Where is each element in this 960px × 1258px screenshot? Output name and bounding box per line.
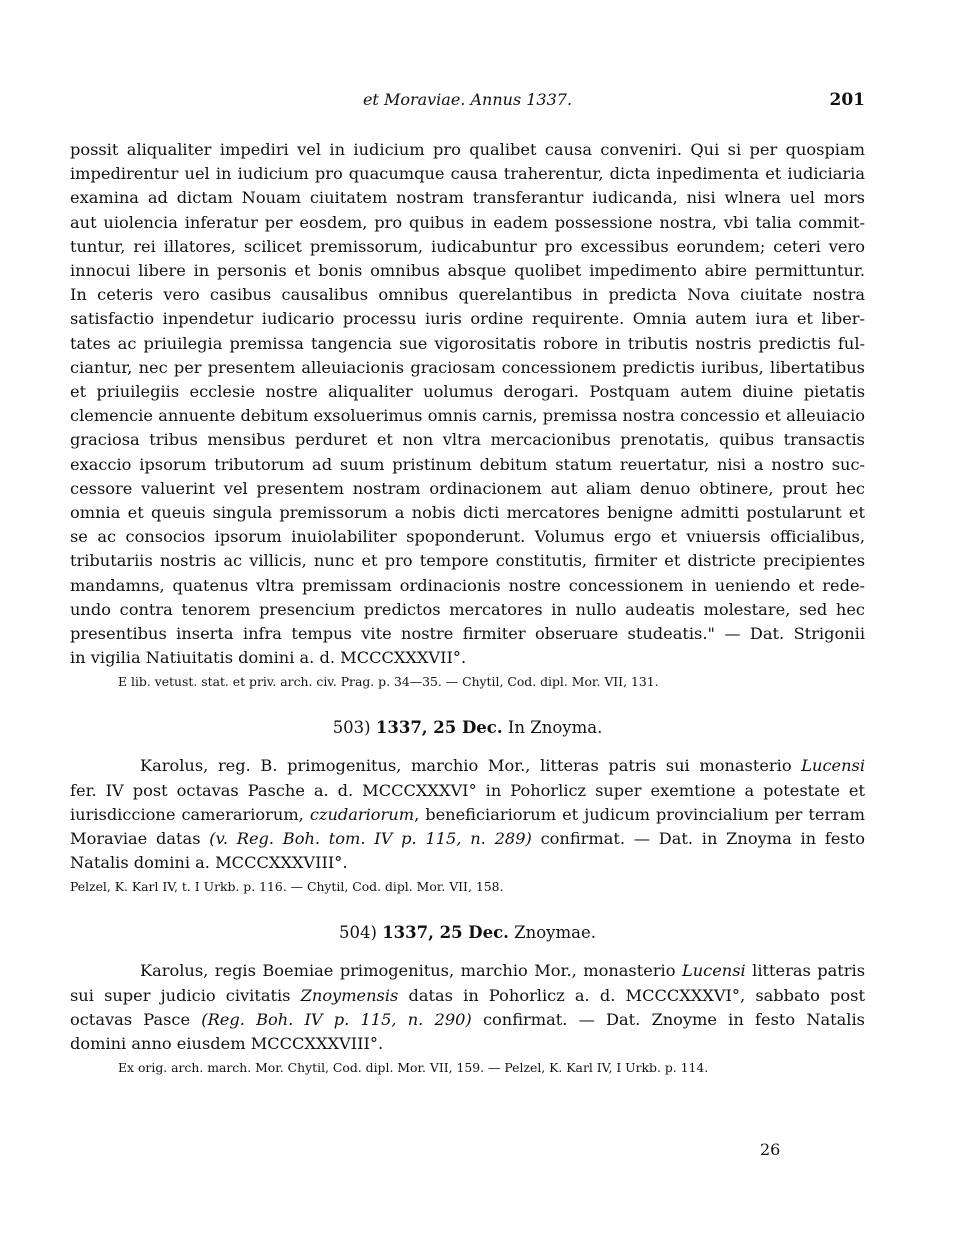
running-title: et Moraviae. Annus 1337. [362, 90, 573, 109]
text-line: tributariis nostris ac villicis, nunc et pro tempore constitutis, firmiter et districte precipientes [70, 551, 865, 571]
text-line: tuntur, rei illatores, scilicet premissorum, iudicabuntur pro excessibus eorundem; ceteri vero [70, 236, 865, 256]
text-line: Natalis domini a. MCCCXXXVIII°. [70, 853, 348, 873]
text-line: innocui libere in personis et bonis omnibus absque quolibet impedimento abire permittuntur. [70, 261, 865, 281]
text-line: graciosa tribus mensibus perduret et non vltra mercacionibus prenotatis, quibus transactis [70, 430, 865, 450]
text-line: In ceteris vero casibus causalibus omnibus querelantibus in predicta Nova ciuitate nostra [70, 285, 865, 305]
text-line: se ac consocios ipsorum inuiolabiliter spoponderunt. Volumus ergo et vniuersis officialibus, [70, 527, 865, 547]
text-line: sui super judicio civitatis Znoymensis datas in Pohorlicz a. d. MCCCXXXVI°, sabbato post [70, 985, 865, 1005]
document-place: In Znoyma. [507, 718, 603, 738]
text-line: presentibus inserta infra tempus vite nostre firmiter obseruare studeatis." — Dat. Strigonii [70, 624, 865, 644]
document-504 [70, 921, 865, 1078]
text-line: examina ad dictam Nouam ciuitatem nostram transferantur iudicanda, nisi wlnera uel mors [70, 188, 865, 208]
document-heading [70, 716, 865, 740]
document-date: 1337, 25 Dec. [375, 718, 503, 738]
text-line: exaccio ipsorum tributorum ad suum pristinum debitum statum reuertatur, nisi a nostro suc- [70, 454, 865, 474]
text-line: possit aliqualiter impediri vel in iudicium pro qualibet causa conveniri. Qui si per quospiam [70, 140, 865, 159]
text-line: iurisdiccione camerariorum, czudariorum, beneficiariorum et judicum provincialium per terram [70, 804, 865, 824]
body-text [70, 138, 865, 1078]
document-503 [70, 716, 865, 897]
folio-number: 26 [760, 1140, 781, 1159]
document-heading [70, 921, 865, 945]
page-number: 201 [829, 90, 865, 110]
regest-text [70, 754, 865, 875]
text-line: aut uiolencia inferatur per eosdem, pro quibus in eadem possessione nostra, vbi talia commit- [70, 212, 865, 232]
text-line: domini anno eiusdem MCCCXXXVIII°. [70, 1034, 384, 1054]
text-line: et priuilegiis ecclesie nostre aliqualiter uolumus derogari. Postquam autem diuine pietatis [70, 382, 865, 402]
text-line: clemencie annuente debitum exsoluerimus omnis carnis, premissa nostra concessio et alleuiacio [70, 406, 865, 426]
source-citation: E lib. vetust. stat. et priv. arch. civ. Prag. p. 34—35. — Chytil, Cod. dipl. Mor. VII, 131. [118, 674, 659, 690]
text-line: impedirentur uel in iudicium pro quacumque causa traherentur, dicta inpedimenta et iudiciaria [70, 164, 865, 184]
document-502-continuation [70, 138, 865, 692]
text-line: Karolus, reg. B. primogenitus, marchio Mor., litteras patris sui monasterio Lucensi [140, 756, 865, 776]
text-line: cessore valuerint vel presentem nostram ordinacionem aut aliam denuo obtinere, prout hec [70, 478, 865, 498]
text-line: in vigilia Natiuitatis domini a. d. MCCCXXXVII°. [70, 648, 467, 668]
regest-text [70, 959, 865, 1056]
document-number: 503) [332, 718, 371, 738]
document-place: Znoymae. [514, 923, 596, 943]
text-line: fer. IV post octavas Pasche a. d. MCCCXXXVI° in Pohorlicz super exemtione a potestate et [70, 780, 865, 800]
source-citation: Ex orig. arch. march. Mor. Chytil, Cod. dipl. Mor. VII, 159. — Pelzel, K. Karl IV, I Urkb. p. 114. [118, 1060, 709, 1076]
document-date: 1337, 25 Dec. [382, 923, 509, 943]
text-line: octavas Pasce (Reg. Boh. IV p. 115, n. 290) confirmat. — Dat. Znoyme in festo Natalis [70, 1009, 865, 1029]
text-line: undo contra tenorem presencium predictos mercatores in nullo audeatis molestare, sed hec [70, 599, 865, 619]
page-header [70, 90, 865, 114]
text-line: satisfactio inpendetur iudicario processu iuris ordine requirente. Omnia autem iura et liber- [70, 309, 865, 329]
text-line: omnia et queuis singula premissorum a nobis dicti mercatores benigne admitti postularunt et [70, 503, 865, 523]
document-number: 504) [339, 923, 377, 943]
text-line: Moraviae datas (v. Reg. Boh. tom. IV p. 115, n. 289) confirmat. — Dat. in Znoyma in festo [70, 829, 866, 849]
source-citation: Pelzel, K. Karl IV, t. I Urkb. p. 116. — Chytil, Cod. dipl. Mor. VII, 158. [70, 879, 504, 895]
text-line: Karolus, regis Boemiae primogenitus, marchio Mor., monasterio Lucensi litteras patris [140, 961, 866, 981]
text-line: ciantur, nec per presentem alleuiacionis graciosam concessionem predictis iuribus, libertatibus [70, 357, 865, 377]
text-line: mandamns, quatenus vltra premissam ordinacionis nostre concessionem in ueniendo et rede- [70, 575, 865, 595]
text-line: tates ac priuilegia premissa tangencia sue vigorositatis robore in tributis nostris predictis ful- [70, 333, 865, 353]
